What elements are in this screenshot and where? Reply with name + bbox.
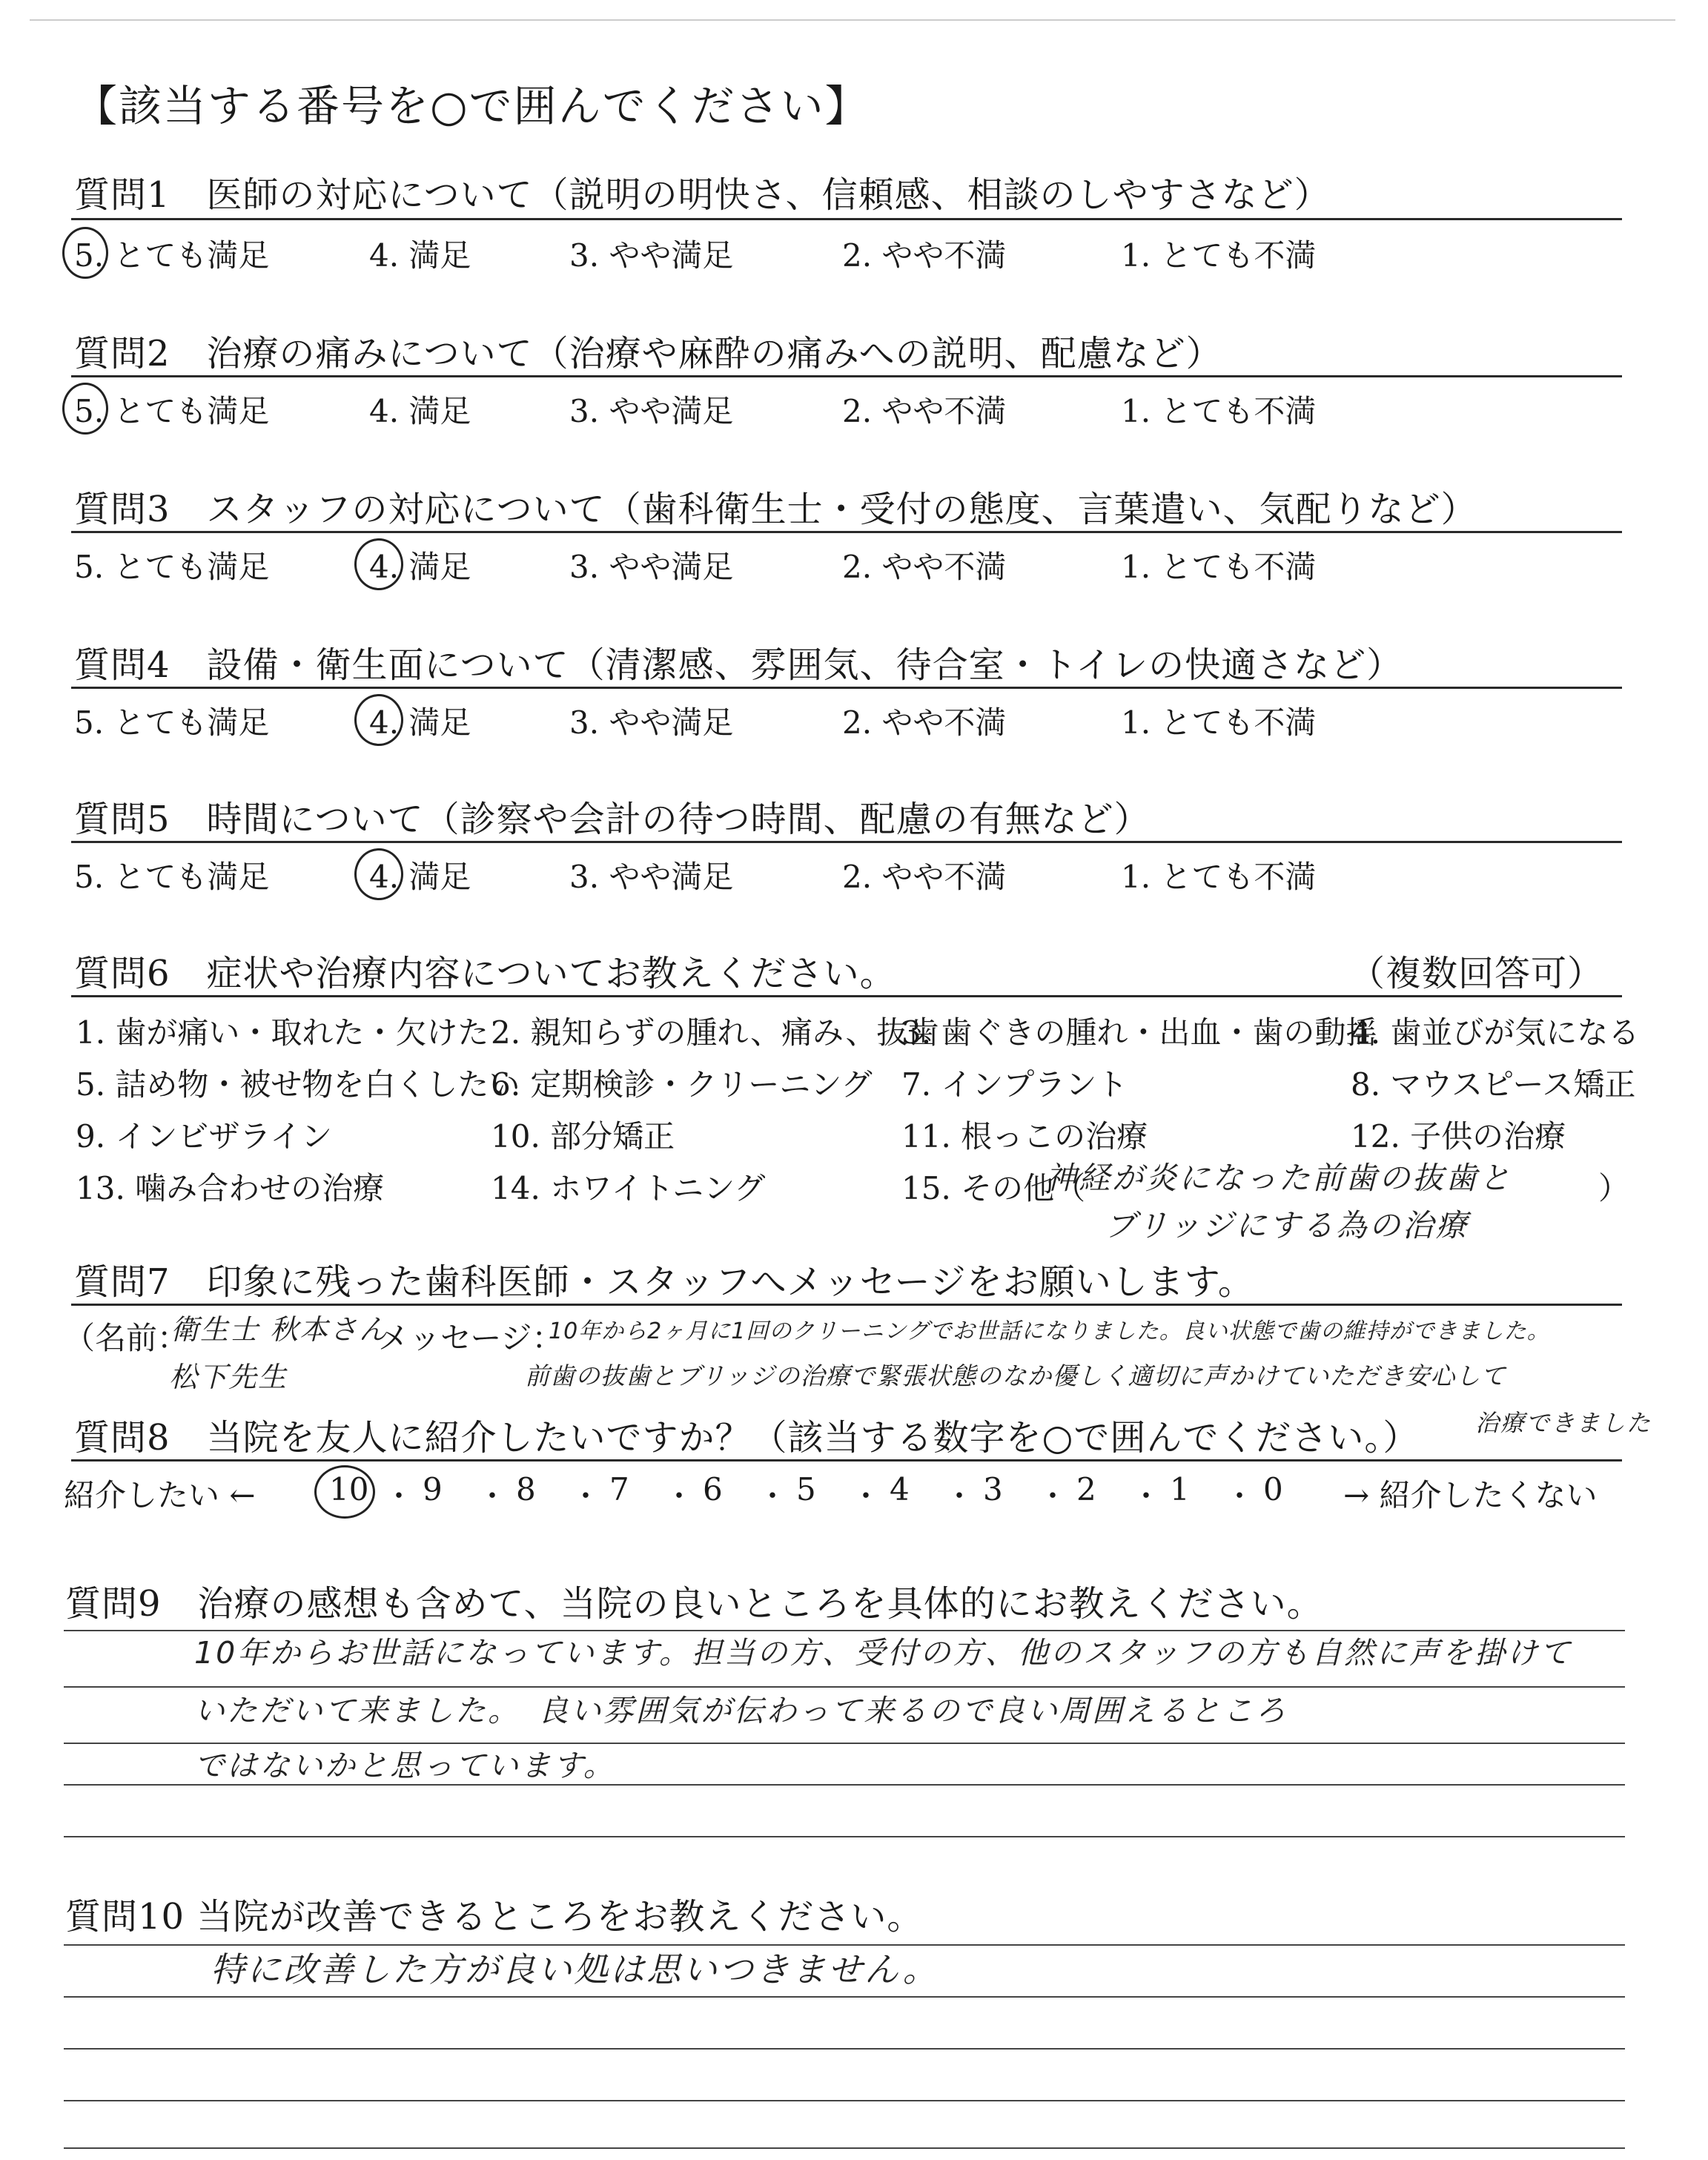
q10-line-5 [64,2147,1625,2149]
q2-option-5[interactable]: 5. とても満足 [74,393,270,429]
q8-scale-0[interactable]: 0 [1263,1471,1283,1507]
q3-option-1[interactable]: 1. とても不満 [1121,549,1317,585]
q6-item-10[interactable]: 10. 部分矯正 [491,1118,675,1155]
q1-selection-circle [62,227,108,279]
q3-option-4[interactable]: 4. 満足 [369,549,471,585]
q6-item-4[interactable]: 4. 歯並びが気になる [1351,1014,1640,1051]
q9-handwritten-2: いただいて来ました。 良い雰囲気が伝わって来るので良い周囲えるところ [194,1693,1288,1728]
q4-option-2[interactable]: 2. やや不満 [842,704,1007,741]
q5-option-3[interactable]: 3. やや満足 [569,859,734,895]
q6-item-12[interactable]: 12. 子供の治療 [1351,1118,1566,1155]
page-heading: 【該当する番号を○で囲んでください】 [74,81,870,131]
q10-line-3 [64,2048,1625,2050]
question-1-title: 質問1 医師の対応について（説明の明快さ、信頼感、相談のしやすさなど） [74,174,1331,216]
q8-scale-1[interactable]: 1 [1170,1471,1190,1507]
question-4-rule [71,687,1622,689]
q10-line-2 [64,1996,1625,1998]
q8-scale-separator: ・ [758,1479,787,1513]
q8-scale-5[interactable]: 5 [796,1471,816,1507]
q9-handwritten-1: 10年からお世話になっています。担当の方、受付の方、他のスタッフの方も自然に声を掛けて [194,1635,1572,1671]
question-6-title: 質問6 症状や治療内容についてお教えください。 [74,953,896,994]
q2-selection-circle [62,383,108,435]
q1-option-1[interactable]: 1. とても不満 [1121,237,1317,274]
q4-selection-circle [354,694,403,746]
q6-item-5[interactable]: 5. 詰め物・被せ物を白くしたい [76,1066,520,1103]
q8-right-label: → 紹介したくない [1343,1477,1598,1513]
question-7-title: 質問7 印象に残った歯科医師・スタッフへメッセージをお願いします。 [74,1261,1254,1303]
q1-option-3[interactable]: 3. やや満足 [569,237,734,274]
question-5-rule [71,841,1622,843]
question-10-title: 質問10 当院が改善できるところをお教えください。 [65,1896,924,1938]
q1-option-2[interactable]: 2. やや不満 [842,237,1007,274]
q8-scale-8[interactable]: 8 [516,1471,536,1507]
q9-line-5 [64,1836,1625,1837]
q7-message-handwritten-2: 前歯の抜歯とブリッジの治療で緊張状態のなか優しく適切に声かけていただき安心して [525,1361,1506,1390]
q7-name-label: （名前： [64,1320,189,1356]
question-2-rule [71,375,1622,377]
q8-left-label: 紹介したい ← [64,1477,256,1513]
q3-option-2[interactable]: 2. やや不満 [842,549,1007,585]
q6-item-13[interactable]: 13. 噛み合わせの治療 [76,1170,385,1206]
q5-option-5[interactable]: 5. とても満足 [74,859,270,895]
q6-item-11[interactable]: 11. 根っこの治療 [901,1118,1148,1155]
q3-option-5[interactable]: 5. とても満足 [74,549,270,585]
q5-option-2[interactable]: 2. やや不満 [842,859,1007,895]
question-5-title: 質問5 時間について（診察や会計の待つ時間、配慮の有無など） [74,799,1151,840]
question-3-rule [71,531,1622,533]
q8-scale-separator: ・ [664,1479,694,1513]
page-edge [30,19,1675,21]
q8-scale-9[interactable]: 9 [423,1471,443,1507]
q5-selection-circle [354,848,403,900]
q2-option-1[interactable]: 1. とても不満 [1121,393,1317,429]
q4-option-5[interactable]: 5. とても満足 [74,704,270,741]
q9-handwritten-3: ではないかと思っています。 [194,1748,616,1783]
question-1-rule [71,218,1622,220]
q6-item-8[interactable]: 8. マウスピース矯正 [1351,1066,1636,1103]
q7-message-handwritten-3: 治療できました [1475,1409,1652,1437]
q8-scale-separator: ・ [1038,1479,1068,1513]
q8-scale-separator: ・ [1131,1479,1161,1513]
q8-scale-separator: ・ [1225,1479,1254,1513]
q4-option-3[interactable]: 3. やや満足 [569,704,734,741]
q6-item-2[interactable]: 2. 親知らずの腫れ、痛み、抜歯 [491,1014,939,1051]
q8-scale-2[interactable]: 2 [1076,1471,1096,1507]
q6-item-6[interactable]: 6. 定期検診・クリーニング [491,1066,873,1103]
q3-option-3[interactable]: 3. やや満足 [569,549,734,585]
q8-scale-separator: ・ [944,1479,974,1513]
q8-scale-separator: ・ [571,1479,600,1513]
q6-other-handwritten-2: ブリッジにする為の治療 [1105,1207,1469,1244]
q2-option-2[interactable]: 2. やや不満 [842,393,1007,429]
q6-item-1[interactable]: 1. 歯が痛い・取れた・欠けた [76,1014,489,1051]
q4-option-4[interactable]: 4. 満足 [369,704,471,741]
q6-item-7[interactable]: 7. インプラント [901,1066,1128,1103]
q7-name-handwritten-1: 衛生士 秋本さん [171,1313,389,1346]
q6-item-15-close: ） [1598,1170,1630,1206]
q10-line-4 [64,2100,1625,2101]
q6-item-3[interactable]: 3. 歯ぐきの腫れ・出血・歯の動揺 [901,1014,1377,1051]
q8-scale-separator: ・ [384,1479,414,1513]
q8-scale-separator: ・ [477,1479,507,1513]
q8-scale-10[interactable]: 10 [329,1471,369,1507]
q4-option-1[interactable]: 1. とても不満 [1121,704,1317,741]
q7-name-handwritten-2: 松下先生 [169,1361,288,1393]
question-6-rule [71,995,1622,997]
q5-option-4[interactable]: 4. 満足 [369,859,471,895]
q8-scale-6[interactable]: 6 [703,1471,723,1507]
q7-message-handwritten-1: 10年から2ヶ月に1回のクリーニングでお世話になりました。良い状態で歯の維持ができました。 [549,1318,1550,1344]
q2-option-4[interactable]: 4. 満足 [369,393,471,429]
q1-option-5[interactable]: 5. とても満足 [74,237,270,274]
q6-item-15-label[interactable]: 15. その他（ [901,1170,1086,1206]
question-6-note: （複数回答可） [1349,953,1604,994]
q6-item-14[interactable]: 14. ホワイトニング [491,1170,766,1206]
q6-item-9[interactable]: 9. インビザライン [76,1118,333,1155]
q10-handwritten-1: 特に改善した方が良い処は思いつきません。 [211,1949,939,1989]
question-7-rule [71,1304,1622,1306]
q1-option-4[interactable]: 4. 満足 [369,237,471,274]
q7-message-label: メッセージ： [378,1320,563,1356]
question-2-title: 質問2 治療の痛みについて（治療や麻酔の痛みへの説明、配慮など） [74,333,1222,374]
q8-scale-3[interactable]: 3 [983,1471,1003,1507]
q5-option-1[interactable]: 1. とても不満 [1121,859,1317,895]
q8-selection-circle [314,1465,375,1519]
q8-scale-separator: ・ [851,1479,881,1513]
q8-scale-7[interactable]: 7 [609,1471,629,1507]
q6-other-handwritten-1: 神経が炎になった前歯の抜歯と [1045,1160,1513,1196]
q3-selection-circle [354,538,403,590]
question-8-rule [71,1459,1622,1462]
question-8-title: 質問8 当院を友人に紹介したいですか？（該当する数字を○で囲んでください。） [74,1417,1420,1459]
question-3-title: 質問3 スタッフの対応について（歯科衛生士・受付の態度、言葉遣い、気配りなど） [74,489,1477,530]
question-4-title: 質問4 設備・衛生面について（清潔感、雰囲気、待合室・トイレの快適さなど） [74,644,1403,686]
q8-scale-4[interactable]: 4 [890,1471,910,1507]
question-9-title: 質問9 治療の感想も含めて、当院の良いところを具体的にお教えください。 [65,1583,1323,1625]
q2-option-3[interactable]: 3. やや満足 [569,393,734,429]
